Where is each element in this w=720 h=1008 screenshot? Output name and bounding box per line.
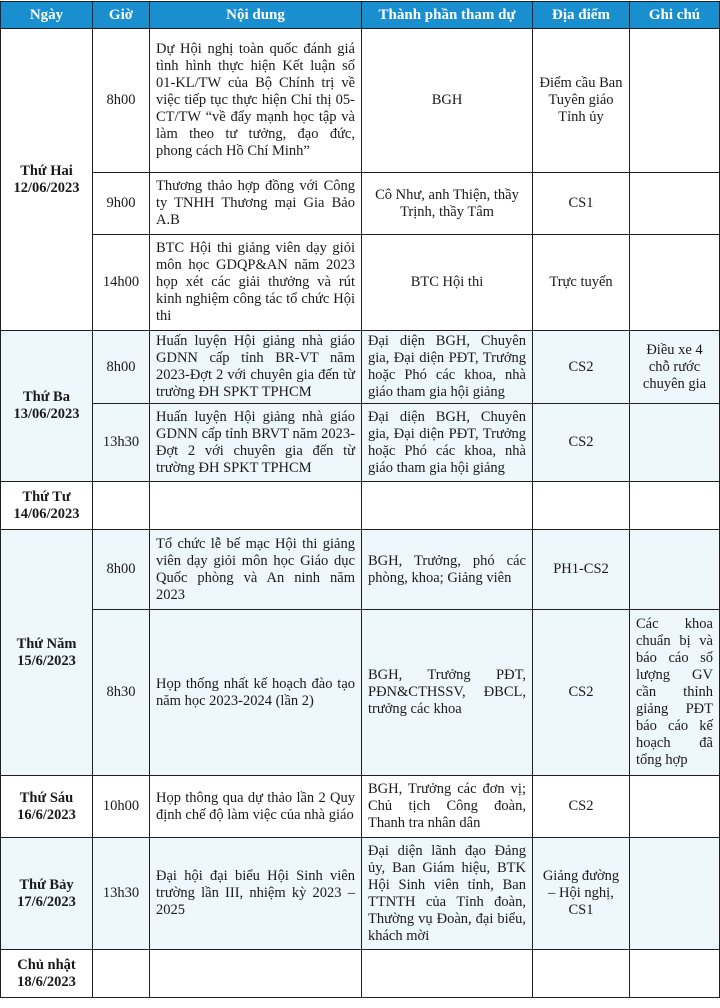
day-name: Thứ Bảy: [19, 876, 74, 893]
location-cell: CS2: [533, 331, 630, 404]
day-cell-friday: [1, 776, 93, 838]
time-cell: 8h00: [93, 29, 150, 173]
note-cell: [630, 530, 720, 610]
day-date: 14/06/2023: [13, 505, 80, 522]
weekly-schedule-table: [0, 1, 720, 998]
participants-cell: Cô Như, anh Thiện, thầy Trịnh, thầy Tâm: [362, 173, 533, 235]
day-name: Thứ Tư: [22, 488, 71, 505]
content-cell: Họp thống nhất kế hoạch đào tạo năm học 2023-2024 (lần 2): [150, 610, 362, 776]
time-cell: 13h30: [93, 838, 150, 950]
location-cell: Trực tuyến: [533, 235, 630, 331]
header-note: Ghi chú: [630, 2, 720, 29]
location-cell: CS2: [533, 610, 630, 776]
time-cell: [93, 950, 150, 998]
location-cell: [533, 950, 630, 998]
table-row: [1, 838, 720, 950]
day-name: Thứ Năm: [16, 635, 77, 652]
participants-cell: Đại diện lãnh đạo Đảng ủy, Ban Giám hiệu, BTK Hội Sinh viên tỉnh, Ban TTNTH của Tỉnh đoàn, Thường vụ Đoàn, đại biểu, khách mời: [362, 838, 533, 950]
time-cell: 14h00: [93, 235, 150, 331]
note-cell: [630, 29, 720, 173]
day-cell-tuesday: [1, 331, 93, 482]
day-cell-thursday: [1, 530, 93, 776]
content-cell: [150, 950, 362, 998]
day-date: 16/6/2023: [17, 806, 76, 823]
day-date: 15/6/2023: [17, 652, 76, 669]
table-row: [1, 482, 720, 530]
time-cell: 10h00: [93, 776, 150, 838]
note-cell: [630, 404, 720, 482]
location-cell: Điểm cầu Ban Tuyên giáo Tỉnh ủy: [533, 29, 630, 173]
day-date: 17/6/2023: [17, 893, 76, 910]
location-cell: PH1-CS2: [533, 530, 630, 610]
table-row: [1, 404, 720, 482]
note-cell: [630, 776, 720, 838]
table-row: [1, 29, 720, 173]
location-cell: Giảng đường – Hội nghị, CS1: [533, 838, 630, 950]
content-cell: [150, 482, 362, 530]
day-cell-saturday: [1, 838, 93, 950]
header-participants: Thành phần tham dự: [362, 2, 533, 29]
table-header-row: [1, 2, 720, 29]
content-cell: BTC Hội thi giảng viên dạy giỏi môn học GDQP&AN năm 2023 họp xét các giải thưởng và rút kinh nghiệm công tác tổ chức Hội thi: [150, 235, 362, 331]
participants-cell: BGH, Trưởng PĐT, PĐN&CTHSSV, ĐBCL, trưởng các khoa: [362, 610, 533, 776]
time-cell: 8h00: [93, 530, 150, 610]
participants-cell: BGH, Trưởng, phó các phòng, khoa; Giảng viên: [362, 530, 533, 610]
day-name: Chủ nhật: [17, 956, 76, 973]
table-row: [1, 331, 720, 404]
content-cell: Đại hội đại biểu Hội Sinh viên trường lần III, nhiệm kỳ 2023 – 2025: [150, 838, 362, 950]
note-cell: [630, 838, 720, 950]
content-cell: Huấn luyện Hội giảng nhà giáo GDNN cấp tỉnh BR-VT năm 2023-Đợt 2 với chuyên gia đến từ trường ĐH SPKT TPHCM: [150, 331, 362, 404]
participants-cell: BTC Hội thi: [362, 235, 533, 331]
note-cell: Các khoa chuẩn bị và báo cáo số lượng GV cần thỉnh giảng PĐT báo cáo kế hoạch đã tổng hợp: [630, 610, 720, 776]
day-date: 13/06/2023: [13, 406, 80, 422]
participants-cell: Đại diện BGH, Chuyên gia, Đại diện PĐT, Trưởng hoặc Phó các khoa, nhà giáo tham gia hội giảng: [362, 404, 533, 482]
content-cell: Dự Hội nghị toàn quốc đánh giá tình hình thực hiện Kết luận số 01-KL/TW của Bộ Chính trị về việc tiếp tục thực hiện Chỉ thị 05-CT/TW “về đẩy mạnh học tập và làm theo tư tưởng, đạo đức, phong cách Hồ Chí Minh”: [150, 29, 362, 173]
content-cell: Thương thảo hợp đồng với Công ty TNHH Thương mại Gia Bảo A.B: [150, 173, 362, 235]
time-cell: 9h00: [93, 173, 150, 235]
time-cell: 8h00: [93, 331, 150, 404]
participants-cell: BGH, Trưởng các đơn vị; Chủ tịch Công đoàn, Thanh tra nhân dân: [362, 776, 533, 838]
table-row: [1, 173, 720, 235]
day-date: 18/6/2023: [17, 973, 76, 990]
table-row: [1, 530, 720, 610]
time-cell: [93, 482, 150, 530]
day-cell-wednesday: [1, 482, 93, 530]
day-name: Thứ Sáu: [19, 789, 74, 806]
note-cell: Điều xe 4 chỗ rước chuyên gia: [630, 331, 720, 404]
note-cell: [630, 482, 720, 530]
header-day: Ngày: [1, 2, 93, 29]
day-date: 12/06/2023: [13, 179, 80, 196]
participants-cell: BGH: [362, 29, 533, 173]
participants-cell: Đại diện BGH, Chuyên gia, Đại diện PĐT, Trưởng hoặc Phó các khoa, nhà giáo tham gia hội giảng: [362, 331, 533, 404]
note-cell: [630, 235, 720, 331]
time-cell: 13h30: [93, 404, 150, 482]
header-time: Giờ: [93, 2, 150, 29]
location-cell: CS1: [533, 173, 630, 235]
day-cell-monday: [1, 29, 93, 331]
table-row: [1, 950, 720, 998]
day-name: Thứ Ba: [23, 389, 70, 405]
day-name: Thứ Hai: [20, 162, 73, 179]
time-cell: 8h30: [93, 610, 150, 776]
header-content: Nội dung: [150, 2, 362, 29]
participants-cell: [362, 950, 533, 998]
table-row: [1, 235, 720, 331]
content-cell: Tổ chức lễ bế mạc Hội thi giảng viên dạy giỏi môn học Giáo dục Quốc phòng và An ninh năm 2023: [150, 530, 362, 610]
note-cell: [630, 950, 720, 998]
content-cell: Huấn luyện Hội giảng nhà giáo GDNN cấp tỉnh BRVT năm 2023-Đợt 2 với chuyên gia đến từ trường ĐH SPKT TPHCM: [150, 404, 362, 482]
note-cell: [630, 173, 720, 235]
participants-cell: [362, 482, 533, 530]
table-row: [1, 610, 720, 776]
location-cell: CS2: [533, 776, 630, 838]
location-cell: [533, 482, 630, 530]
table-row: [1, 776, 720, 838]
header-location: Địa điểm: [533, 2, 630, 29]
content-cell: Họp thông qua dự thảo lần 2 Quy định chế độ làm việc của nhà giáo: [150, 776, 362, 838]
location-cell: CS2: [533, 404, 630, 482]
day-cell-sunday: [1, 950, 93, 998]
